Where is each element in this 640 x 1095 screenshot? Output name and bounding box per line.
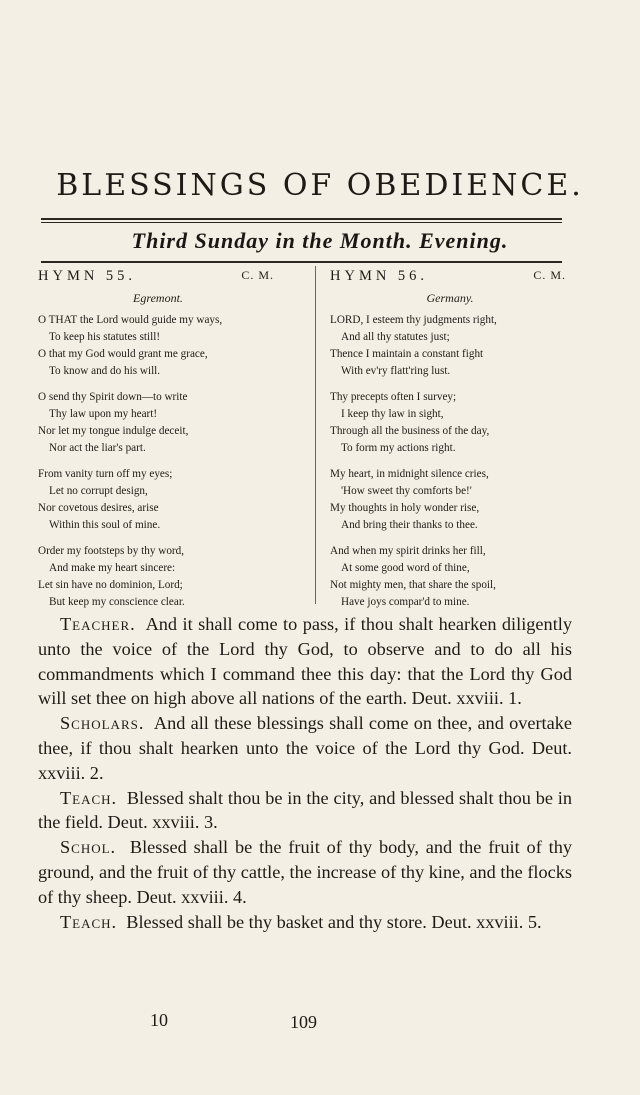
verse-line: To know and do his will. [49,365,161,377]
hymn-tune: Germany. [426,291,474,305]
verse-line: My thoughts in holy wonder rise, [330,502,480,514]
verse-line: 'How sweet thy comforts be!' [341,485,472,497]
stanza [330,389,570,457]
verse-line: I keep thy law in sight, [341,408,444,420]
dialogue-line: And all these blessings shall come on thee, and overtake thee, if thou shalt hearken unto the voice of the Lord thy God. Deut. xxviii. 2. [38,713,572,783]
verse-line: O send thy Spirit down—to write [38,391,188,403]
verse-line: Have joys compar'd to mine. [341,596,470,608]
hymn-number: HYMN 56. [330,268,429,284]
column-divider [315,266,316,604]
verse-line: Thence I maintain a constant fight [330,348,484,360]
verse-line: With ev'ry flatt'ring lust. [341,365,451,377]
verse-line: Within this soul of mine. [49,519,161,531]
verse-line: Nor covetous desires, arise [38,502,159,514]
stanza [38,312,278,380]
stanza [330,312,570,380]
dialogue-paragraph [38,711,572,785]
dialogue-paragraph [38,835,572,909]
stanza [38,543,278,611]
speaker-label: Schol. [60,837,117,858]
hymn-tune: Egremont. [133,291,183,305]
verse-line: My heart, in midnight silence cries, [330,468,489,480]
speaker-label: Scholars. [60,713,145,734]
hymn-55 [38,268,278,620]
stanza [330,466,570,534]
verse-line: Order my footsteps by thy word, [38,545,185,557]
dialogue-paragraph [38,910,572,935]
hymn-number: HYMN 55. [38,268,137,284]
dialogue-line: And it shall come to pass, if thou shalt hearken diligently unto the voice of the Lord thy God, to observe and to do all his commandments which I command thee this day: that the Lord thy God will set thee on high above all nations of the earth. Deut. xxviii. 1. [38,614,572,709]
verse-line: Thy precepts often I survey; [330,391,457,403]
signature-mark: 10 [150,1010,168,1030]
verse-line: Nor let my tongue indulge deceit, [38,425,189,437]
dialogue-text [38,612,572,934]
verse-line: O THAT the Lord would guide my ways, [38,314,223,326]
verse-line: O that my God would grant me grace, [38,348,208,360]
stanza [38,389,278,457]
hymn-heading [330,268,570,285]
dialogue-paragraph [38,612,572,711]
verse-line: Let no corrupt design, [49,485,148,497]
speaker-label: Teacher. [60,614,136,634]
verse-line: From vanity turn off my eyes; [38,468,173,480]
header-rule-top [41,218,562,220]
hymn-meter: C. M. [241,268,274,282]
verse-line: Nor act the liar's part. [49,442,146,454]
speaker-label: Teach. [60,911,118,932]
verse-line: To form my actions right. [341,442,456,454]
dialogue-line: Blessed shall be the fruit of thy body, and the fruit of thy ground, and the fruit of thy cattle, the increase of thy kine, and the flocks of thy sheep. Deut. xxviii. 4. [38,837,573,907]
hymn-heading [38,268,278,285]
section-subtitle: Third Sunday in the Month. Evening. [131,228,509,253]
header-rule-top-thin [41,222,562,223]
dialogue-line: Blessed shalt thou be in the city, and blessed shalt thou be in the field. Deut. xxviii. 3. [38,787,573,833]
header-rule-bottom [41,261,562,263]
page-number: 109 [290,1012,317,1032]
stanza [38,466,278,534]
verse-line: At some good word of thine, [341,562,470,574]
speaker-label: Teach. [60,787,118,808]
verse-line: Not mighty men, that share the spoil, [330,579,496,591]
verse-line: And all thy statutes just; [341,331,450,343]
dialogue-line: Blessed shall be thy basket and thy store. Deut. xxviii. 5. [126,911,542,932]
page-title: BLESSINGS OF OBEDIENCE. [56,168,584,203]
verse-line: Thy law upon my heart! [49,408,158,420]
verse-line: But keep my conscience clear. [49,596,185,608]
hymn-56 [330,268,570,620]
hymn-meter: C. M. [533,268,566,282]
verse-line: And make my heart sincere: [49,562,176,574]
verse-line: And bring their thanks to thee. [341,519,478,531]
verse-line: LORD, I esteem thy judgments right, [330,314,497,326]
verse-line: And when my spirit drinks her fill, [330,545,486,557]
dialogue-paragraph [38,786,572,836]
stanza [330,543,570,611]
verse-line: Let sin have no dominion, Lord; [38,579,183,591]
verse-line: To keep his statutes still! [49,331,161,343]
verse-line: Through all the business of the day, [330,425,490,437]
